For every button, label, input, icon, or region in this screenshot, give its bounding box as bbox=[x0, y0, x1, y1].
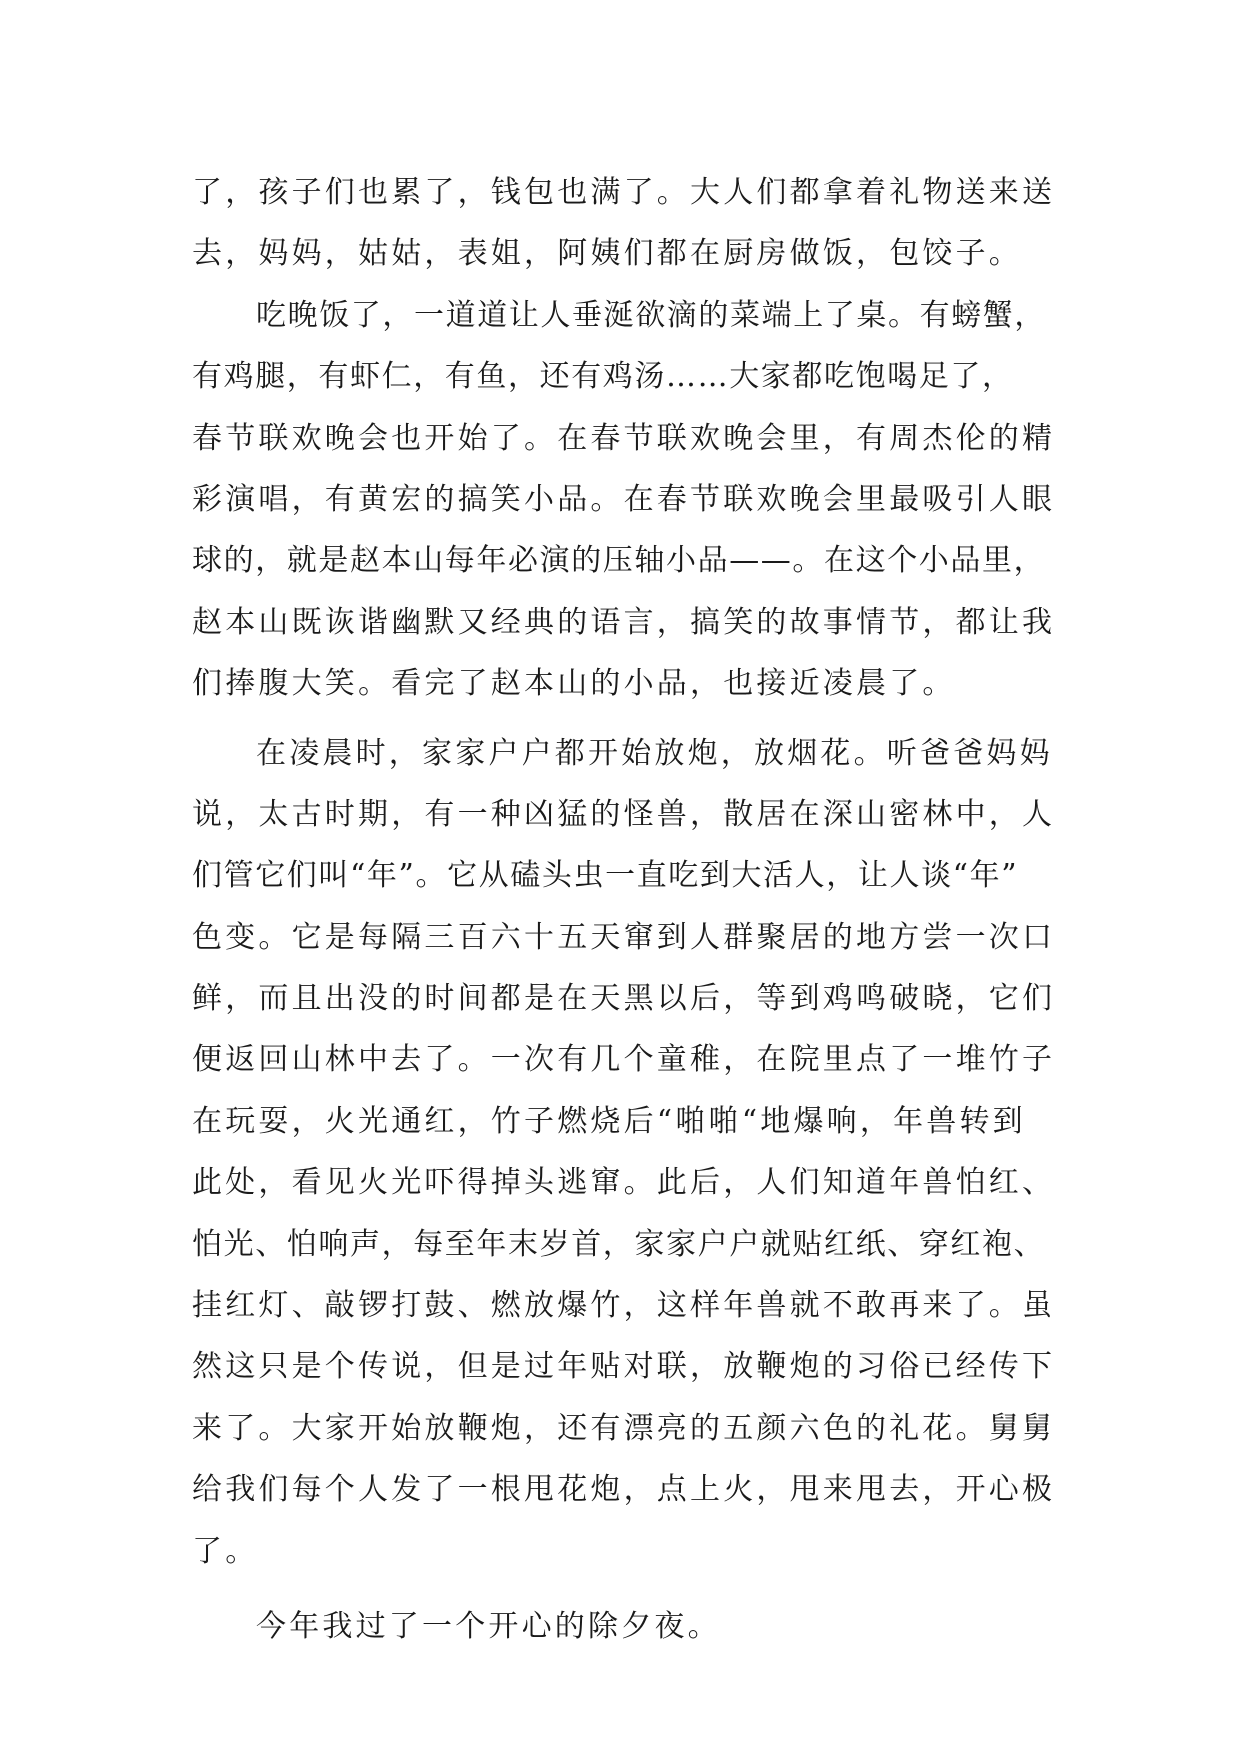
text-line: 在凌晨时，家家户户都开始放炮，放烟花。听爸爸妈妈 bbox=[256, 735, 1053, 771]
text-line: 们捧腹大笑。看完了赵本山的小品，也接近凌晨了。 bbox=[192, 666, 956, 702]
text-line: 赵本山既诙谐幽默又经典的语言，搞笑的故事情节，都让我 bbox=[192, 604, 1056, 640]
text-line: 了。 bbox=[192, 1533, 259, 1569]
text-line: 给我们每个人发了一根甩花炮，点上火，甩来甩去，开心极 bbox=[192, 1472, 1056, 1508]
text-line: 吃晚饭了，一道道让人垂涎欲滴的菜端上了桌。有螃蟹， bbox=[256, 297, 1046, 333]
essay-body bbox=[192, 162, 1056, 1657]
text-line: 便返回山林中去了。一次有几个童稚，在院里点了一堆竹子 bbox=[192, 1042, 1056, 1078]
text-line: 来了。大家开始放鞭炮，还有漂亮的五颜六色的礼花。舅舅 bbox=[192, 1410, 1056, 1446]
text-line: 说，太古时期，有一种凶猛的怪兽，散居在深山密林中，人 bbox=[192, 796, 1056, 832]
text-line: 鲜，而且出没的时间都是在天黑以后，等到鸡鸣破晓，它们 bbox=[192, 981, 1056, 1017]
text-line: 球的，就是赵本山每年必演的压轴小品——。在这个小品里， bbox=[192, 543, 1046, 579]
text-line: 此处，看见火光吓得掉头逃窜。此后，人们知道年兽怕红、 bbox=[192, 1165, 1056, 1201]
text-line: 怕光、怕响声，每至年末岁首，家家户户就贴红纸、穿红袍、 bbox=[192, 1226, 1046, 1262]
text-line: 春节联欢晚会也开始了。在春节联欢晚会里，有周杰伦的精 bbox=[192, 420, 1056, 456]
text-line: 挂红灯、敲锣打鼓、燃放爆竹，这样年兽就不敢再来了。虽 bbox=[192, 1288, 1056, 1324]
text-line: 了，孩子们也累了，钱包也满了。大人们都拿着礼物送来送 bbox=[192, 175, 1056, 210]
text-line: 色变。它是每隔三百六十五天窜到人群聚居的地方尝一次口 bbox=[192, 919, 1056, 955]
text-line: 彩演唱，有黄宏的搞笑小品。在春节联欢晚会里最吸引人眼 bbox=[192, 481, 1056, 517]
text-line: 们管它们叫“年”。它从磕头虫一直吃到大活人，让人谈“年” bbox=[192, 858, 1019, 894]
text-line: 今年我过了一个开心的除夕夜。 bbox=[256, 1608, 721, 1644]
text-line: 有鸡腿，有虾仁，有鱼，还有鸡汤……大家都吃饱喝足了， bbox=[192, 359, 1014, 395]
text-line: 去，妈妈，姑姑，表姐，阿姨们都在厨房做饭，包饺子。 bbox=[192, 236, 1022, 272]
text-line: 然这只是个传说，但是过年贴对联，放鞭炮的习俗已经传下 bbox=[192, 1349, 1056, 1385]
text-line: 在玩耍，火光通红，竹子燃烧后“啪啪“地爆响，年兽转到 bbox=[192, 1103, 1026, 1139]
